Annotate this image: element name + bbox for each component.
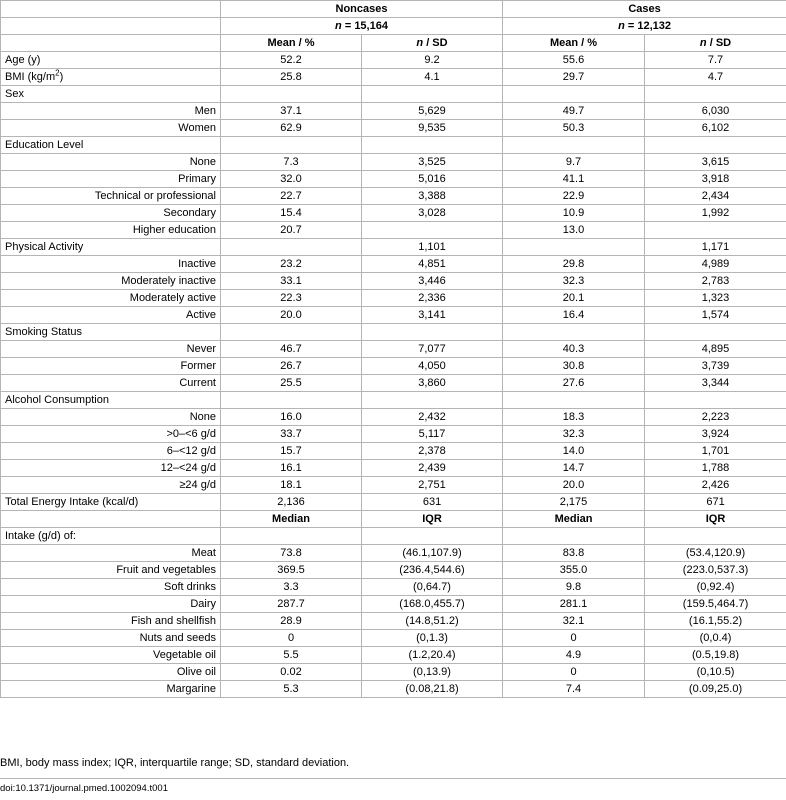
cell-value: 2,439 (362, 460, 503, 477)
cell-value: 5,117 (362, 426, 503, 443)
cell-value: 20.0 (221, 307, 362, 324)
table-row (1, 154, 786, 171)
table-row (1, 69, 786, 86)
cell-value: 23.2 (221, 256, 362, 273)
cases-header: Cases (503, 1, 786, 18)
cell-value: 3.3 (221, 579, 362, 596)
cell-value: 1,171 (645, 239, 786, 256)
cell-value: 2,175 (503, 494, 645, 511)
cell-value: (0,0.4) (645, 630, 786, 647)
table-row (1, 120, 786, 137)
group-header-row (1, 1, 786, 18)
table-row (1, 375, 786, 392)
cell-value: 3,028 (362, 205, 503, 222)
cell-value: 4.1 (362, 69, 503, 86)
cell-value: 14.7 (503, 460, 645, 477)
table-row (1, 426, 786, 443)
cell-value: 6,030 (645, 103, 786, 120)
cell-value: 4,989 (645, 256, 786, 273)
cell-value (645, 222, 786, 239)
table-row (1, 460, 786, 477)
cell-value: 7.3 (221, 154, 362, 171)
cell-value: 20.7 (221, 222, 362, 239)
cell-value: 41.1 (503, 171, 645, 188)
cell-value: 0 (503, 664, 645, 681)
cell-value: 37.1 (221, 103, 362, 120)
cell-value: 7.7 (645, 52, 786, 69)
cell-value: 1,701 (645, 443, 786, 460)
cases-mean-header: Mean / % (503, 35, 645, 52)
cell-value: 15.7 (221, 443, 362, 460)
cell-value: 281.1 (503, 596, 645, 613)
cell-value: 62.9 (221, 120, 362, 137)
table-row (1, 290, 786, 307)
cell-value: 631 (362, 494, 503, 511)
table-row (1, 171, 786, 188)
column-header-row (1, 35, 786, 52)
cell-value: 49.7 (503, 103, 645, 120)
cell-value: 3,924 (645, 426, 786, 443)
cell-value: 3,860 (362, 375, 503, 392)
cell-value: 13.0 (503, 222, 645, 239)
row-label: Fruit and vegetables (1, 562, 221, 579)
cell-value: 0 (221, 630, 362, 647)
row-label: Margarine (1, 681, 221, 698)
cell-value: 55.6 (503, 52, 645, 69)
table-row (1, 341, 786, 358)
cell-value: 5.5 (221, 647, 362, 664)
cell-value: 2,751 (362, 477, 503, 494)
cell-value (221, 239, 362, 256)
cell-value: (46.1,107.9) (362, 545, 503, 562)
cell-value: 3,446 (362, 273, 503, 290)
cell-value: (0.08,21.8) (362, 681, 503, 698)
cell-value: 50.3 (503, 120, 645, 137)
table-row (1, 630, 786, 647)
table-row (1, 681, 786, 698)
corner-cell (1, 1, 221, 18)
section-label: Intake (g/d) of: (1, 528, 221, 545)
row-label: Soft drinks (1, 579, 221, 596)
cell-value: (0,10.5) (645, 664, 786, 681)
row-label: None (1, 409, 221, 426)
cell-value: 33.7 (221, 426, 362, 443)
row-label: Former (1, 358, 221, 375)
cell-value: 2,783 (645, 273, 786, 290)
row-label: Primary (1, 171, 221, 188)
median-header-row (1, 511, 786, 528)
cell-value: (53.4,120.9) (645, 545, 786, 562)
table-row (1, 307, 786, 324)
table-row (1, 613, 786, 630)
section-row (1, 137, 786, 154)
table-row (1, 477, 786, 494)
cell-value: (14.8,51.2) (362, 613, 503, 630)
section-label: Physical Activity (1, 239, 221, 256)
section-row (1, 324, 786, 341)
cell-value: (0,92.4) (645, 579, 786, 596)
cell-value: 14.0 (503, 443, 645, 460)
table-row (1, 273, 786, 290)
cell-value: 1,992 (645, 205, 786, 222)
cell-value: 355.0 (503, 562, 645, 579)
cell-value: 40.3 (503, 341, 645, 358)
cell-value: 29.7 (503, 69, 645, 86)
cell-value: 3,388 (362, 188, 503, 205)
cell-value: 1,101 (362, 239, 503, 256)
row-label: Total Energy Intake (kcal/d) (1, 494, 221, 511)
cell-value: 1,323 (645, 290, 786, 307)
row-label: 12–<24 g/d (1, 460, 221, 477)
cell-value: 29.8 (503, 256, 645, 273)
noncases-sd-header: n / SD (362, 35, 503, 52)
cases-sd-header: n / SD (645, 35, 786, 52)
row-label: Technical or professional (1, 188, 221, 205)
cell-value: (0.5,19.8) (645, 647, 786, 664)
cell-value: 2,378 (362, 443, 503, 460)
cell-value: (159.5,464.7) (645, 596, 786, 613)
cell-value: (168.0,455.7) (362, 596, 503, 613)
cell-value: 9.7 (503, 154, 645, 171)
section-label: Sex (1, 86, 221, 103)
cell-value: 1,574 (645, 307, 786, 324)
cell-value: 18.1 (221, 477, 362, 494)
table-row (1, 664, 786, 681)
cell-value: 3,344 (645, 375, 786, 392)
table-footnote: BMI, body mass index; IQR, interquartile range; SD, standard deviation. (0, 757, 350, 769)
row-label: Moderately inactive (1, 273, 221, 290)
cell-value: (236.4,544.6) (362, 562, 503, 579)
table-row (1, 358, 786, 375)
cell-value: 33.1 (221, 273, 362, 290)
cases-iqr-header: IQR (645, 511, 786, 528)
noncases-mean-header: Mean / % (221, 35, 362, 52)
row-label: Meat (1, 545, 221, 562)
section-label: Smoking Status (1, 324, 221, 341)
cell-value: 5.3 (221, 681, 362, 698)
cell-value: 26.7 (221, 358, 362, 375)
table-row (1, 222, 786, 239)
cell-value: 22.7 (221, 188, 362, 205)
cell-value: (0,64.7) (362, 579, 503, 596)
row-label: >0–<6 g/d (1, 426, 221, 443)
table-row (1, 545, 786, 562)
cell-value (362, 222, 503, 239)
section-row (1, 528, 786, 545)
table-row (1, 647, 786, 664)
cell-value: 3,615 (645, 154, 786, 171)
row-label: Dairy (1, 596, 221, 613)
section-row (1, 239, 786, 256)
table-row (1, 256, 786, 273)
section-row (1, 86, 786, 103)
n-header-row (1, 18, 786, 35)
cell-value: 52.2 (221, 52, 362, 69)
cell-value: 1,788 (645, 460, 786, 477)
noncases-iqr-header: IQR (362, 511, 503, 528)
row-label: Men (1, 103, 221, 120)
row-label: None (1, 154, 221, 171)
cell-value: 32.1 (503, 613, 645, 630)
section-label: Alcohol Consumption (1, 392, 221, 409)
table-row (1, 596, 786, 613)
table-row (1, 562, 786, 579)
divider (0, 778, 786, 779)
cell-value: 16.0 (221, 409, 362, 426)
cell-value: 5,016 (362, 171, 503, 188)
cell-value: 15.4 (221, 205, 362, 222)
cell-value: 3,141 (362, 307, 503, 324)
row-label: Moderately active (1, 290, 221, 307)
cell-value: 0.02 (221, 664, 362, 681)
cell-value: 7,077 (362, 341, 503, 358)
cell-value: (0.09,25.0) (645, 681, 786, 698)
row-label: Women (1, 120, 221, 137)
cell-value: 25.5 (221, 375, 362, 392)
cell-value: 2,432 (362, 409, 503, 426)
cell-value: 9.8 (503, 579, 645, 596)
cell-value: 46.7 (221, 341, 362, 358)
cell-value: 22.3 (221, 290, 362, 307)
row-label: Olive oil (1, 664, 221, 681)
cell-value: 4,851 (362, 256, 503, 273)
table-row (1, 494, 786, 511)
cell-value: 4,050 (362, 358, 503, 375)
noncases-n: n = 15,164 (221, 18, 503, 35)
table-row (1, 579, 786, 596)
cell-value: 32.3 (503, 273, 645, 290)
cell-value: 7.4 (503, 681, 645, 698)
row-label: Fish and shellfish (1, 613, 221, 630)
cell-value (503, 239, 645, 256)
row-label: Never (1, 341, 221, 358)
cases-median-header: Median (503, 511, 645, 528)
cell-value: (16.1,55.2) (645, 613, 786, 630)
cell-value: (0,1.3) (362, 630, 503, 647)
cell-value: 2,223 (645, 409, 786, 426)
cell-value: 22.9 (503, 188, 645, 205)
cell-value: 10.9 (503, 205, 645, 222)
row-label: Secondary (1, 205, 221, 222)
table-row (1, 103, 786, 120)
cell-value: 2,136 (221, 494, 362, 511)
table-row (1, 443, 786, 460)
row-label: Age (y) (1, 52, 221, 69)
row-label: Active (1, 307, 221, 324)
cell-value: 287.7 (221, 596, 362, 613)
cell-value: 0 (503, 630, 645, 647)
table-row (1, 205, 786, 222)
table-row (1, 409, 786, 426)
cases-n: n = 12,132 (503, 18, 786, 35)
cell-value: 18.3 (503, 409, 645, 426)
row-label: 6–<12 g/d (1, 443, 221, 460)
cell-value: 3,525 (362, 154, 503, 171)
cell-value: 9.2 (362, 52, 503, 69)
row-label: Nuts and seeds (1, 630, 221, 647)
row-label: Vegetable oil (1, 647, 221, 664)
cell-value: 4,895 (645, 341, 786, 358)
cell-value: 4.7 (645, 69, 786, 86)
cell-value: 369.5 (221, 562, 362, 579)
row-label: BMI $(kg/m^2)$ (1, 69, 221, 86)
row-label: Higher education (1, 222, 221, 239)
cell-value: 28.9 (221, 613, 362, 630)
cell-value: 32.3 (503, 426, 645, 443)
cell-value: 30.8 (503, 358, 645, 375)
cell-value: 73.8 (221, 545, 362, 562)
doi-link[interactable]: doi:10.1371/journal.pmed.1002094.t001 (0, 783, 168, 794)
cell-value: 27.6 (503, 375, 645, 392)
cell-value: 16.1 (221, 460, 362, 477)
table-row (1, 188, 786, 205)
cell-value: 4.9 (503, 647, 645, 664)
cell-value: 3,918 (645, 171, 786, 188)
row-label: ≥24 g/d (1, 477, 221, 494)
noncases-median-header: Median (221, 511, 362, 528)
section-label: Education Level (1, 137, 221, 154)
cell-value: 25.8 (221, 69, 362, 86)
cell-value: 3,739 (645, 358, 786, 375)
cell-value: (223.0,537.3) (645, 562, 786, 579)
cell-value: 32.0 (221, 171, 362, 188)
cell-value: 16.4 (503, 307, 645, 324)
row-label: Inactive (1, 256, 221, 273)
table-row (1, 52, 786, 69)
cell-value: 2,336 (362, 290, 503, 307)
cell-value: 83.8 (503, 545, 645, 562)
cell-value: 20.0 (503, 477, 645, 494)
cell-value: 2,426 (645, 477, 786, 494)
section-row (1, 392, 786, 409)
cell-value: 20.1 (503, 290, 645, 307)
cell-value: 671 (645, 494, 786, 511)
cell-value: (1.2,20.4) (362, 647, 503, 664)
cell-value: (0,13.9) (362, 664, 503, 681)
cell-value: 5,629 (362, 103, 503, 120)
cell-value: 9,535 (362, 120, 503, 137)
cell-value: 2,434 (645, 188, 786, 205)
row-label: Current (1, 375, 221, 392)
noncases-header: Noncases (221, 1, 503, 18)
cell-value: 6,102 (645, 120, 786, 137)
